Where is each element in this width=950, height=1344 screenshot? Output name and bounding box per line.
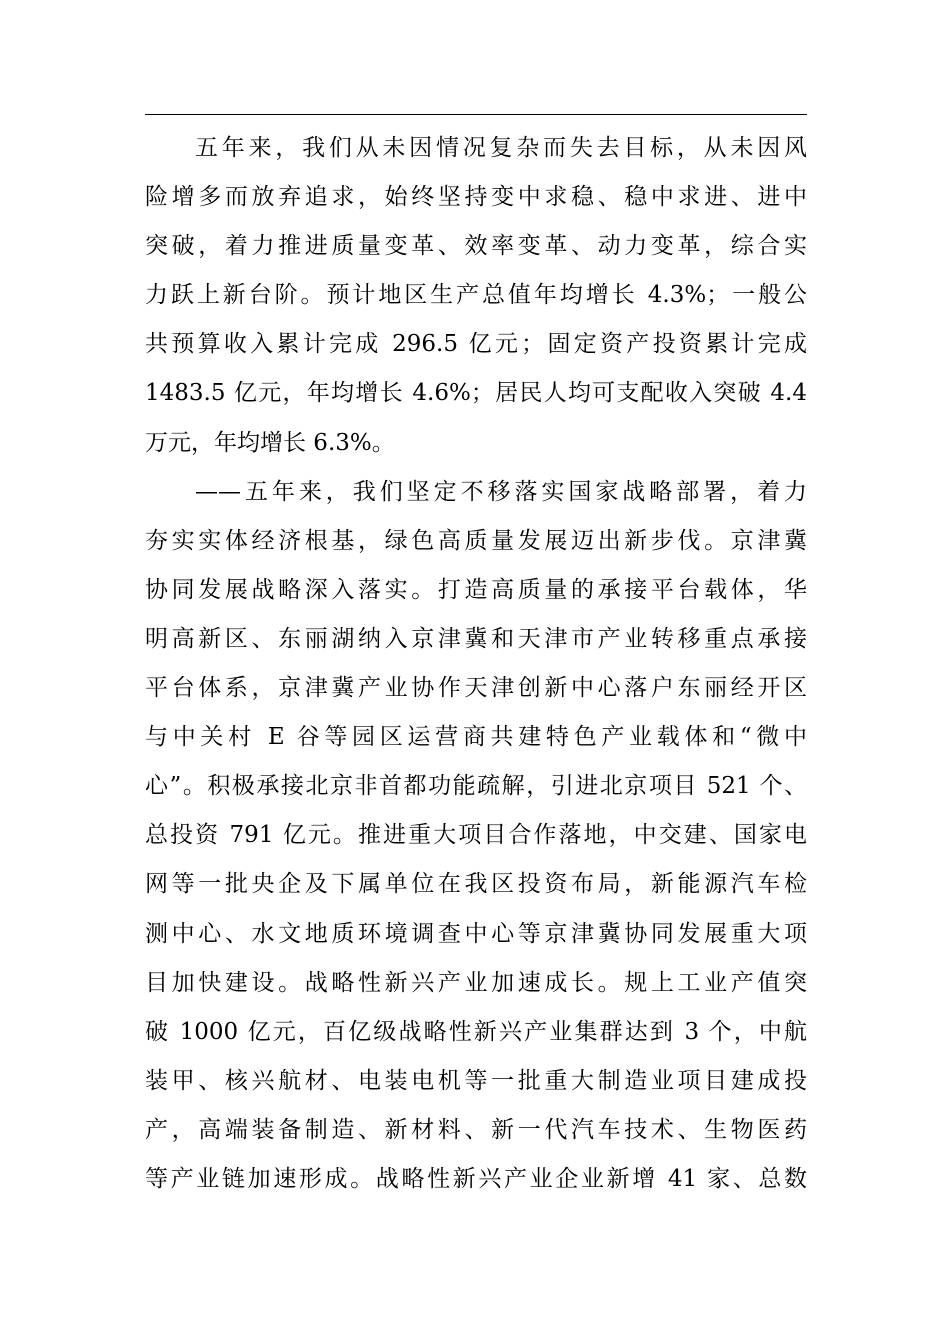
paragraph-line: 明高新区、东丽湖纳入京津冀和天津市产业转移重点承接	[145, 625, 807, 652]
paragraph-line: 测中心、水文地质环境调查中心等京津冀协同发展重大项	[145, 920, 807, 947]
paragraph-line: 协同发展战略深入落实。打造高质量的承接平台载体，华	[145, 576, 807, 603]
paragraph-line: 等产业链加速形成。战略性新兴产业企业新增 41 家、总数	[145, 1165, 807, 1192]
paragraph-line: 五年来，我们从未因情况复杂而失去目标，从未因风	[195, 135, 807, 161]
paragraph-line: 产，高端装备制造、新材料、新一代汽车技术、生物医药	[145, 1116, 807, 1143]
paragraph-line: 1483.5 亿元，年均增长 4.6%；居民人均可支配收入突破 4.4	[145, 380, 807, 407]
paragraph-line: 平台体系，京津冀产业协作天津创新中心落户东丽经开区	[145, 675, 807, 702]
paragraph-line: 破 1000 亿元，百亿级战略性新兴产业集群达到 3 个，中航	[145, 1018, 807, 1045]
header-rule	[145, 114, 807, 115]
paragraph-line: 力跃上新台阶。预计地区生产总值年均增长 4.3%；一般公	[145, 282, 807, 309]
paragraph-line: 与中关村 E 谷等园区运营商共建特色产业载体和“微中	[145, 724, 807, 751]
paragraph-line: 装甲、核兴航材、电装电机等一批重大制造业项目建成投	[145, 1067, 807, 1094]
paragraph-line: 总投资 791 亿元。推进重大项目合作落地，中交建、国家电	[145, 822, 807, 849]
paragraph-line: 突破，着力推进质量变革、效率变革、动力变革，综合实	[145, 233, 807, 260]
paragraph-line: 夯实实体经济根基，绿色高质量发展迈出新步伐。京津冀	[145, 527, 807, 554]
paragraph-line: 网等一批央企及下属单位在我区投资布局，新能源汽车检	[145, 871, 807, 898]
paragraph-line: ——五年来，我们坚定不移落实国家战略部署，着力	[195, 478, 807, 505]
paragraph-line: 目加快建设。战略性新兴产业加速成长。规上工业产值突	[145, 969, 807, 996]
body-text	[145, 124, 807, 1204]
paragraph-line: 险增多而放弃追求，始终坚持变中求稳、稳中求进、进中	[145, 184, 807, 211]
paragraph-line: 心”。积极承接北京非首都功能疏解，引进北京项目 521 个、	[145, 773, 807, 800]
paragraph-line: 万元，年均增长 6.3%。	[145, 429, 395, 456]
paragraph-line: 共预算收入累计完成 296.5 亿元；固定资产投资累计完成	[145, 331, 807, 358]
